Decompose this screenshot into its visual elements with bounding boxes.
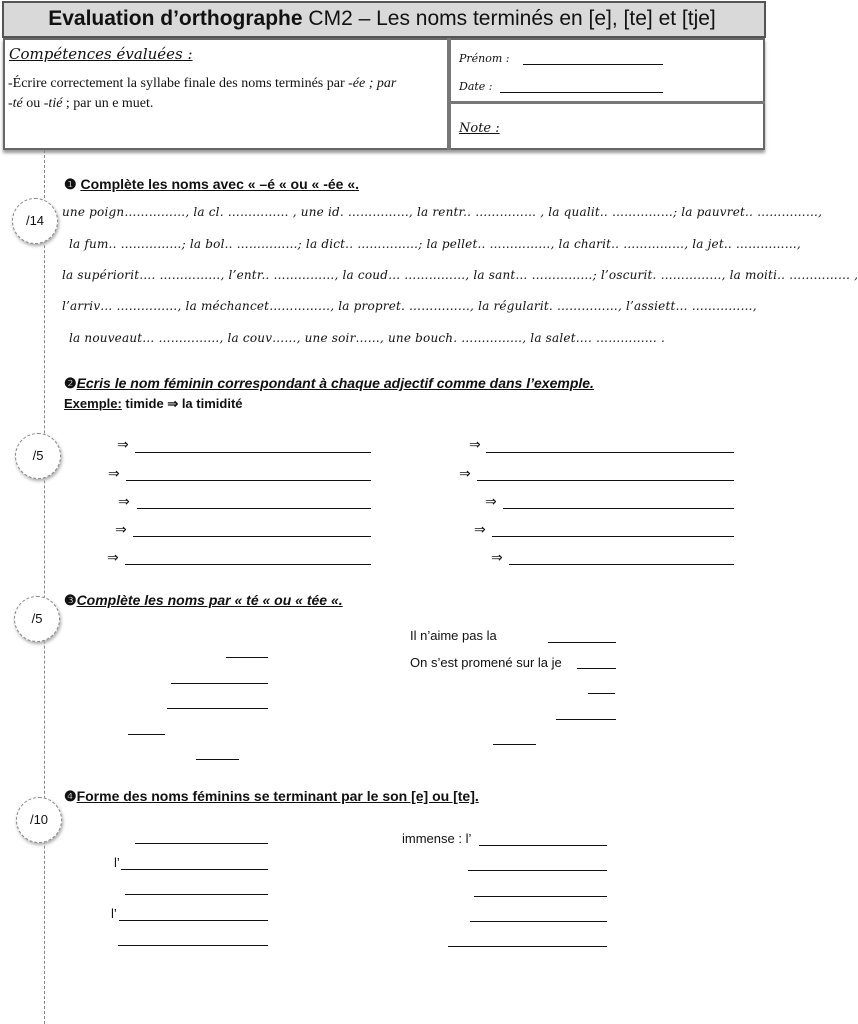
arrow-icon: ⇒ [491,549,503,565]
page-title [0,0,764,37]
exercise4-heading: ❹Forme des noms féminins se terminant par le son [e] ou [te]. [64,788,479,804]
answer-line[interactable] [118,945,268,946]
competences-text: -Écrire correctement la syllabe finale des noms terminés par -ée ; par -té ou -tié ; par un e muet. [8,76,397,111]
prenom-field[interactable] [523,64,663,65]
exercise1-line-5[interactable]: la nouveaut… ……………, la couv……, une soir……, une bouch. ……………, la salet…. …………… . [69,331,666,345]
answer-line[interactable] [135,452,371,453]
exercise1-line-2[interactable]: la fum.. ……………; la bol.. ……………; la dict.. ……………; la pellet.. ……………, la charit.. ……………, la jet.. ……………, [69,237,801,251]
arrow-icon: ⇒ [485,493,497,509]
exercise1-line-3[interactable]: la supériorit…. ……………, l’entr.. ……………, la coud… ……………, la sant… ……………; l’oscurit. ……………, la moiti.. …………… , [62,268,858,282]
exercise3-heading: ❸Complète les noms par « té « ou « tée «. [64,592,343,608]
margin-line [44,150,45,1024]
competences-title: Compétences évaluées : [9,45,193,63]
note-label: Note : [459,121,500,136]
title-bold: Evaluation d’orthographe [48,7,303,30]
answer-line[interactable] [167,708,268,709]
header-separator-vertical [447,38,451,150]
date-field[interactable] [500,92,663,93]
prefix-l: l’ [114,855,120,870]
score-circle-ex2: /5 [15,433,61,479]
prefix-l: l’ [111,906,117,921]
score-circle-ex3: /5 [14,596,60,642]
score-circle-ex1: /14 [12,198,58,244]
answer-line[interactable] [588,693,615,694]
answer-line[interactable] [121,869,268,870]
header-separator-horizontal [451,101,765,104]
exercise3-sentence-1: Il n’aime pas la [410,628,497,643]
answer-line[interactable] [509,564,734,565]
arrow-icon: ⇒ [115,521,127,537]
answer-line[interactable] [128,734,165,735]
arrow-icon: ⇒ [459,465,471,481]
answer-line[interactable] [548,642,616,643]
arrow-icon: ⇒ [107,549,119,565]
answer-line[interactable] [448,946,607,947]
answer-line[interactable] [468,870,607,871]
arrow-icon: ⇒ [469,436,481,452]
answer-line[interactable] [477,480,734,481]
arrow-icon: ⇒ [118,493,130,509]
exercise4-example: immense : l’ [402,831,472,846]
arrow-icon: ⇒ [117,436,129,452]
answer-line[interactable] [171,683,268,684]
answer-line[interactable] [503,508,734,509]
answer-line[interactable] [493,744,536,745]
exercise1-heading: ❶ Complète les noms avec « –é « ou « -ée «. [64,176,360,192]
answer-line[interactable] [196,759,239,760]
answer-line[interactable] [125,894,268,895]
answer-line[interactable] [126,480,371,481]
answer-line[interactable] [135,843,268,844]
title-rest: CM2 – Les noms terminés en [e], [te] et [tje] [302,7,716,30]
answer-line[interactable] [479,845,607,846]
answer-line[interactable] [133,536,371,537]
answer-line[interactable] [226,657,268,658]
answer-line[interactable] [474,896,607,897]
answer-line[interactable] [125,564,371,565]
exercise2-heading: ❷Ecris le nom féminin correspondant à chaque adjectif comme dans l’exemple. [64,375,594,391]
answer-line[interactable] [470,921,607,922]
exercise1-line-4[interactable]: l’arriv… ……………, la méchancet……………, la propret. ……………, la régularit. ……………, l’assiett… ……………, [62,299,757,313]
arrow-icon: ⇒ [108,465,120,481]
answer-line[interactable] [119,920,268,921]
exercise2-example: Exemple: timide ⇒ la timidité [64,396,243,411]
date-label: Date : [459,80,493,93]
prenom-label: Prénom : [459,52,510,65]
arrow-icon: ⇒ [474,521,486,537]
score-circle-ex4: /10 [16,797,62,843]
answer-line[interactable] [577,668,616,669]
answer-line[interactable] [137,508,371,509]
answer-line[interactable] [556,719,616,720]
exercise1-line-1[interactable]: une poign……………, la cl. …………… , une id. ……………, la rentr.. …………… , la qualit.. ……………; la pauvret.. ……………, [62,205,823,219]
answer-line[interactable] [492,536,734,537]
answer-line[interactable] [486,452,734,453]
exercise3-sentence-2: On s’est promené sur la je [410,655,562,670]
